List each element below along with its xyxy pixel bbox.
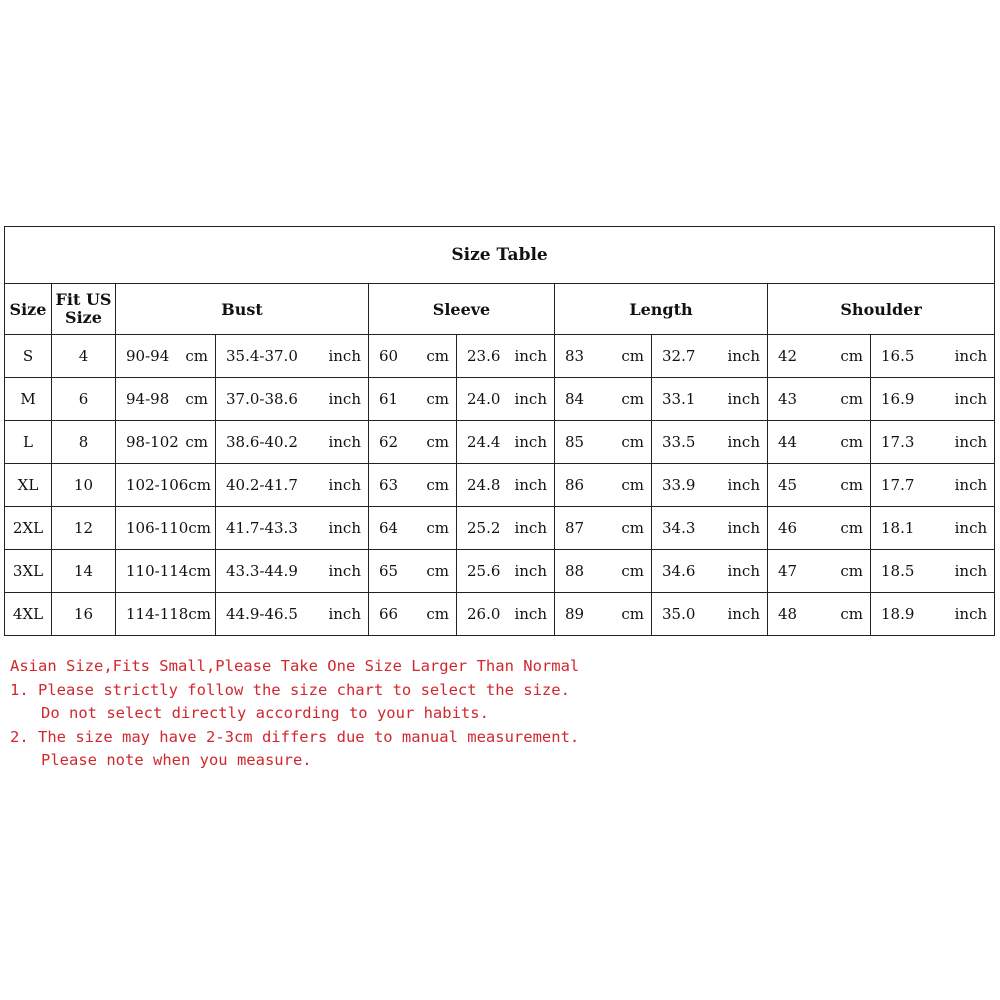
shoulder-inch-cell-value: 17.7 — [881, 476, 915, 494]
shoulder-cm-cell — [768, 335, 871, 378]
shoulder-cm-cell-value: 48 — [778, 605, 798, 623]
shoulder-cm-cell — [768, 593, 871, 636]
size-cell: L — [5, 421, 52, 464]
bust-cm-cell-unit: cm — [188, 562, 211, 580]
length-cm-cell — [555, 507, 652, 550]
bust-inch-cell-unit: inch — [328, 605, 361, 623]
length-inch-cell — [652, 378, 768, 421]
sleeve-cm-cell-value: 62 — [379, 433, 399, 451]
shoulder-inch-cell — [871, 550, 995, 593]
bust-inch-cell-unit: inch — [328, 347, 361, 365]
size-notes — [10, 655, 710, 773]
length-inch-cell-value: 33.1 — [662, 390, 696, 408]
length-cm-cell-value: 88 — [565, 562, 585, 580]
shoulder-cm-cell — [768, 464, 871, 507]
shoulder-cm-cell-unit: cm — [840, 605, 863, 623]
shoulder-inch-cell-value: 17.3 — [881, 433, 915, 451]
table-row — [5, 335, 995, 378]
length-inch-cell-unit: inch — [727, 519, 760, 537]
fit-us-size-cell: 12 — [52, 507, 116, 550]
length-cm-cell-unit: cm — [621, 476, 644, 494]
length-cm-cell-unit: cm — [621, 605, 644, 623]
shoulder-inch-cell — [871, 507, 995, 550]
header-sleeve: Sleeve — [369, 284, 555, 335]
sleeve-cm-cell-value: 64 — [379, 519, 399, 537]
length-inch-cell — [652, 464, 768, 507]
bust-inch-cell-value: 44.9-46.5 — [226, 605, 298, 623]
shoulder-cm-cell-value: 47 — [778, 562, 798, 580]
shoulder-cm-cell — [768, 378, 871, 421]
length-cm-cell — [555, 550, 652, 593]
shoulder-inch-cell — [871, 378, 995, 421]
size-cell: M — [5, 378, 52, 421]
sleeve-cm-cell-unit: cm — [426, 390, 449, 408]
size-rows — [5, 335, 995, 636]
shoulder-cm-cell-unit: cm — [840, 433, 863, 451]
size-cell: S — [5, 335, 52, 378]
shoulder-inch-cell-unit: inch — [954, 347, 988, 365]
sleeve-cm-cell-value: 63 — [379, 476, 399, 494]
length-cm-cell-unit: cm — [621, 519, 644, 537]
sleeve-cm-cell-value: 65 — [379, 562, 399, 580]
bust-cm-cell — [116, 464, 216, 507]
length-cm-cell-value: 83 — [565, 347, 585, 365]
shoulder-inch-cell-value: 18.9 — [881, 605, 915, 623]
bust-cm-cell — [116, 550, 216, 593]
header-fit-us-size: Fit US Size — [52, 284, 116, 335]
bust-cm-cell — [116, 507, 216, 550]
note-1-continued: Do not select directly according to your habits. — [41, 704, 489, 722]
bust-cm-cell-value: 106-110 — [126, 519, 189, 537]
table-row — [5, 593, 995, 636]
length-cm-cell-value: 86 — [565, 476, 585, 494]
bust-cm-cell-unit: cm — [188, 476, 211, 494]
bust-inch-cell-unit: inch — [328, 476, 361, 494]
bust-inch-cell-value: 41.7-43.3 — [226, 519, 298, 537]
shoulder-inch-cell-value: 18.5 — [881, 562, 915, 580]
shoulder-inch-cell-value: 18.1 — [881, 519, 915, 537]
sleeve-inch-cell-value: 25.6 — [467, 562, 501, 580]
bust-inch-cell — [216, 335, 369, 378]
sleeve-inch-cell — [457, 550, 555, 593]
sleeve-inch-cell — [457, 464, 555, 507]
sleeve-inch-cell-unit: inch — [514, 390, 547, 408]
bust-inch-cell-value: 43.3-44.9 — [226, 562, 298, 580]
table-row — [5, 550, 995, 593]
sleeve-inch-cell-unit: inch — [514, 476, 547, 494]
bust-inch-cell — [216, 550, 369, 593]
header-length: Length — [555, 284, 768, 335]
size-cell: 2XL — [5, 507, 52, 550]
sleeve-cm-cell-unit: cm — [426, 519, 449, 537]
sleeve-inch-cell — [457, 507, 555, 550]
shoulder-inch-cell — [871, 593, 995, 636]
sleeve-cm-cell-unit: cm — [426, 562, 449, 580]
size-cell: 3XL — [5, 550, 52, 593]
sleeve-inch-cell-unit: inch — [514, 605, 547, 623]
bust-inch-cell-value: 37.0-38.6 — [226, 390, 298, 408]
sleeve-cm-cell-unit: cm — [426, 347, 449, 365]
length-inch-cell-unit: inch — [727, 605, 760, 623]
fit-us-size-cell: 6 — [52, 378, 116, 421]
bust-inch-cell — [216, 421, 369, 464]
bust-inch-cell-unit: inch — [328, 519, 361, 537]
bust-inch-cell-value: 40.2-41.7 — [226, 476, 298, 494]
shoulder-cm-cell — [768, 421, 871, 464]
bust-inch-cell — [216, 593, 369, 636]
length-inch-cell — [652, 507, 768, 550]
shoulder-inch-cell-unit: inch — [954, 390, 988, 408]
bust-inch-cell-unit: inch — [328, 562, 361, 580]
length-cm-cell — [555, 335, 652, 378]
bust-cm-cell — [116, 378, 216, 421]
sleeve-cm-cell — [369, 378, 457, 421]
bust-cm-cell-unit: cm — [188, 519, 211, 537]
sleeve-cm-cell — [369, 550, 457, 593]
sleeve-cm-cell-value: 61 — [379, 390, 399, 408]
bust-cm-cell-unit: cm — [188, 605, 211, 623]
shoulder-inch-cell-unit: inch — [954, 433, 988, 451]
sleeve-inch-cell-value: 25.2 — [467, 519, 501, 537]
sleeve-cm-cell-value: 60 — [379, 347, 399, 365]
bust-cm-cell-unit: cm — [185, 390, 208, 408]
length-cm-cell-value: 87 — [565, 519, 585, 537]
shoulder-inch-cell-value: 16.9 — [881, 390, 915, 408]
sleeve-inch-cell-value: 24.0 — [467, 390, 501, 408]
note-2-continued: Please note when you measure. — [41, 751, 312, 769]
sleeve-inch-cell — [457, 593, 555, 636]
sleeve-inch-cell-unit: inch — [514, 433, 547, 451]
length-inch-cell — [652, 593, 768, 636]
length-inch-cell-unit: inch — [727, 347, 760, 365]
sleeve-inch-cell-unit: inch — [514, 519, 547, 537]
bust-cm-cell — [116, 421, 216, 464]
length-inch-cell-value: 33.9 — [662, 476, 696, 494]
bust-inch-cell — [216, 464, 369, 507]
shoulder-cm-cell — [768, 550, 871, 593]
sleeve-inch-cell — [457, 378, 555, 421]
length-cm-cell-unit: cm — [621, 347, 644, 365]
table-row — [5, 507, 995, 550]
sleeve-cm-cell — [369, 421, 457, 464]
size-cell: XL — [5, 464, 52, 507]
bust-cm-cell — [116, 593, 216, 636]
sleeve-cm-cell-unit: cm — [426, 476, 449, 494]
sleeve-inch-cell — [457, 335, 555, 378]
shoulder-cm-cell-unit: cm — [840, 390, 863, 408]
bust-cm-cell-value: 114-118 — [126, 605, 189, 623]
sleeve-inch-cell-value: 24.4 — [467, 433, 501, 451]
shoulder-cm-cell-unit: cm — [840, 562, 863, 580]
header-shoulder: Shoulder — [768, 284, 995, 335]
bust-cm-cell-value: 98-102 — [126, 433, 179, 451]
sleeve-cm-cell-unit: cm — [426, 605, 449, 623]
shoulder-cm-cell-unit: cm — [840, 347, 863, 365]
note-1: 1. Please strictly follow the size chart to select the size. — [10, 680, 570, 699]
length-inch-cell — [652, 335, 768, 378]
size-cell: 4XL — [5, 593, 52, 636]
shoulder-cm-cell-value: 45 — [778, 476, 798, 494]
table-row — [5, 378, 995, 421]
length-cm-cell-value: 89 — [565, 605, 585, 623]
header-bust: Bust — [116, 284, 369, 335]
length-cm-cell — [555, 464, 652, 507]
length-cm-cell-value: 85 — [565, 433, 585, 451]
bust-cm-cell-value: 90-94 — [126, 347, 170, 365]
sleeve-cm-cell-value: 66 — [379, 605, 399, 623]
length-cm-cell — [555, 593, 652, 636]
sleeve-cm-cell — [369, 593, 457, 636]
length-inch-cell-value: 32.7 — [662, 347, 696, 365]
length-inch-cell-value: 35.0 — [662, 605, 696, 623]
shoulder-inch-cell-value: 16.5 — [881, 347, 915, 365]
length-cm-cell-unit: cm — [621, 433, 644, 451]
note-2: 2. The size may have 2-3cm differs due to manual measurement. — [10, 727, 580, 746]
sleeve-inch-cell-unit: inch — [514, 347, 547, 365]
size-table — [4, 226, 995, 636]
sleeve-cm-cell — [369, 335, 457, 378]
shoulder-cm-cell-value: 46 — [778, 519, 798, 537]
header-row — [5, 284, 995, 335]
sleeve-inch-cell-unit: inch — [514, 562, 547, 580]
bust-cm-cell-value: 110-114 — [126, 562, 189, 580]
length-cm-cell — [555, 421, 652, 464]
shoulder-cm-cell-value: 44 — [778, 433, 798, 451]
length-cm-cell-unit: cm — [621, 390, 644, 408]
shoulder-cm-cell-unit: cm — [840, 519, 863, 537]
bust-inch-cell-unit: inch — [328, 390, 361, 408]
length-inch-cell-unit: inch — [727, 433, 760, 451]
fit-us-size-cell: 14 — [52, 550, 116, 593]
shoulder-inch-cell-unit: inch — [954, 562, 988, 580]
length-inch-cell-value: 33.5 — [662, 433, 696, 451]
sleeve-cm-cell-unit: cm — [426, 433, 449, 451]
bust-inch-cell-value: 38.6-40.2 — [226, 433, 298, 451]
shoulder-inch-cell — [871, 335, 995, 378]
length-inch-cell-value: 34.6 — [662, 562, 696, 580]
bust-cm-cell — [116, 335, 216, 378]
length-inch-cell-unit: inch — [727, 562, 760, 580]
shoulder-inch-cell-unit: inch — [954, 605, 988, 623]
bust-inch-cell — [216, 507, 369, 550]
sleeve-cm-cell — [369, 464, 457, 507]
length-cm-cell — [555, 378, 652, 421]
bust-inch-cell-unit: inch — [328, 433, 361, 451]
bust-cm-cell-unit: cm — [185, 347, 208, 365]
sleeve-inch-cell-value: 24.8 — [467, 476, 501, 494]
fit-us-size-cell: 8 — [52, 421, 116, 464]
bust-cm-cell-value: 94-98 — [126, 390, 170, 408]
shoulder-inch-cell-unit: inch — [954, 476, 988, 494]
table-row — [5, 421, 995, 464]
shoulder-inch-cell — [871, 421, 995, 464]
length-inch-cell — [652, 550, 768, 593]
length-inch-cell-value: 34.3 — [662, 519, 696, 537]
sleeve-inch-cell-value: 23.6 — [467, 347, 501, 365]
shoulder-cm-cell — [768, 507, 871, 550]
shoulder-inch-cell — [871, 464, 995, 507]
shoulder-inch-cell-unit: inch — [954, 519, 988, 537]
length-inch-cell — [652, 421, 768, 464]
bust-cm-cell-value: 102-106 — [126, 476, 189, 494]
fit-us-size-cell: 16 — [52, 593, 116, 636]
length-inch-cell-unit: inch — [727, 476, 760, 494]
sleeve-inch-cell-value: 26.0 — [467, 605, 501, 623]
sleeve-inch-cell — [457, 421, 555, 464]
bust-cm-cell-unit: cm — [185, 433, 208, 451]
shoulder-cm-cell-value: 42 — [778, 347, 798, 365]
shoulder-cm-cell-value: 43 — [778, 390, 798, 408]
fit-us-size-cell: 10 — [52, 464, 116, 507]
notes-headline: Asian Size,Fits Small,Please Take One Size Larger Than Normal — [10, 657, 580, 675]
table-row — [5, 464, 995, 507]
length-cm-cell-unit: cm — [621, 562, 644, 580]
header-size: Size — [5, 284, 52, 335]
fit-us-size-cell: 4 — [52, 335, 116, 378]
length-inch-cell-unit: inch — [727, 390, 760, 408]
sleeve-cm-cell — [369, 507, 457, 550]
bust-inch-cell — [216, 378, 369, 421]
bust-inch-cell-value: 35.4-37.0 — [226, 347, 298, 365]
shoulder-cm-cell-unit: cm — [840, 476, 863, 494]
table-title: Size Table — [5, 227, 995, 284]
length-cm-cell-value: 84 — [565, 390, 585, 408]
